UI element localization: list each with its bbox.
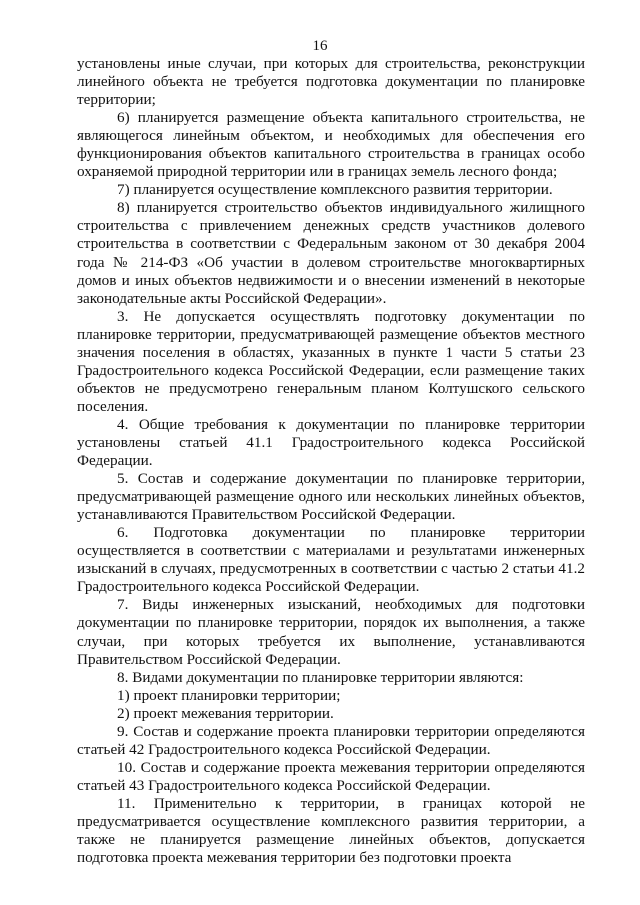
paragraph-item-8: 8) планируется строительство объектов индивидуального жилищного строительства с привлечением денежных средств участников долевого строительства в соответствии с Федеральным законом от 30 декабря 2004 года № 214-ФЗ «Об участии в долевом строительстве многоквартирных домов и иных объектов недвижимости и о внесении изменений в некоторые законодательные акты Российской Федерации». xyxy=(77,199,585,307)
document-body xyxy=(77,55,585,867)
paragraph-5: 5. Состав и содержание документации по планировке территории, предусматривающей размещение одного или нескольких линейных объектов, устанавливаются Правительством Российской Федерации. xyxy=(77,470,585,524)
page-number: 16 xyxy=(312,38,328,54)
paragraph-3: 3. Не допускается осуществлять подготовку документации по планировке территории, предусматривающей размещение объектов местного значения поселения в областях, указанных в пункте 1 части 5 статьи 23 Градостроительного кодекса Российской Федерации, если размещение таких объектов не предусмотрено генеральным планом Колтушского сельского поселения. xyxy=(77,307,585,415)
paragraph-11: 11. Применительно к территории, в границах которой не предусматривается осуществление комплексного развития территории, а также не планируется размещение линейных объектов, допускается подготовка проекта межевания территории без подготовки проекта xyxy=(77,794,585,867)
paragraph-10: 10. Состав и содержание проекта межевания территории определяются статьей 43 Градостроительного кодекса Российской Федерации. xyxy=(77,758,585,794)
paragraph-4: 4. Общие требования к документации по планировке территории установлены статьей 41.1 Градостроительного кодекса Российской Федерации. xyxy=(77,415,585,470)
paragraph-7: 7. Виды инженерных изысканий, необходимых для подготовки документации по планировке территории, порядок их выполнения, а также случаи, при которых требуется их выполнение, устанавливаются Правительством Российской Федерации. xyxy=(77,596,585,668)
list-item-2: 2) проект межевания территории. xyxy=(117,704,334,722)
paragraph-item-7: 7) планируется осуществление комплексного развития территории. xyxy=(117,181,553,199)
paragraph-item-6: 6) планируется размещение объекта капитального строительства, не являющегося линейным объектом, и необходимых для обеспечения его функционирования объектов капитального строительства в границах особо охраняемой природной территории или в границах земель лесного фонда; xyxy=(77,109,585,181)
paragraph-continuation: установлены иные случаи, при которых для строительства, реконструкции линейного объекта не требуется подготовка документации по планировке территории; xyxy=(77,55,585,109)
list-item-1: 1) проект планировки территории; xyxy=(117,686,341,704)
paragraph-9: 9. Состав и содержание проекта планировки территории определяются статьей 42 Градостроительного кодекса Российской Федерации. xyxy=(77,722,585,758)
paragraph-8: 8. Видами документации по планировке территории являются: xyxy=(117,668,524,686)
paragraph-6: 6. Подготовка документации по планировке территории осуществляется в соответствии с материалами и результатами инженерных изысканий в случаях, предусмотренных в соответствии с частью 2 статьи 41.2 Градостроительного кодекса Российской Федерации. xyxy=(77,524,585,596)
